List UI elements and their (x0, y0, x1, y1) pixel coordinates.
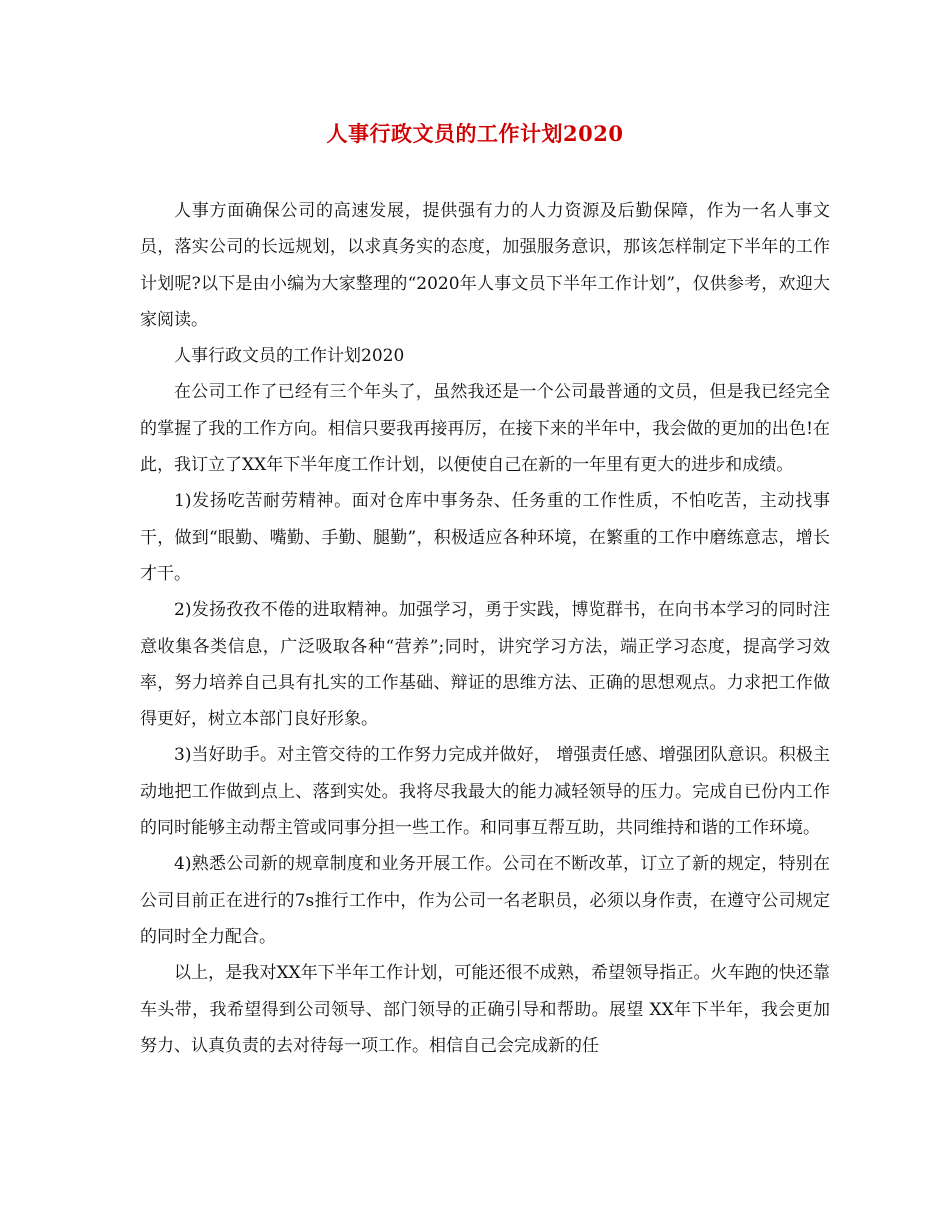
plan-item-3: 3)当好助手。对主管交待的工作努力完成并做好， 增强责任感、增强团队意识。积极主动地把工作做到点上、落到实处。我将尽我最大的能力减轻领导的压力。完成自已份内工作的同时能够主动帮主管或同事分担一些工作。和同事互帮互助，共同维持和谐的工作环境。 (140, 745, 830, 839)
section-heading: 人事行政文员的工作计划2020 (174, 346, 405, 367)
document-title: 人事行政文员的工作计划2020 (326, 121, 624, 146)
plan-item-4: 4)熟悉公司新的规章制度和业务开展工作。公司在不断改革，订立了新的规定，特别在公司目前正在进行的7s推行工作中，作为公司一名老职员，必须以身作责，在遵守公司规定的同时全力配合。 (140, 854, 830, 947)
plan-item-1: 1)发扬吃苦耐劳精神。面对仓库中事务杂、任务重的工作性质，不怕吃苦，主动找事干，做到“眼勤、嘴勤、手勤、腿勤”，积极适应各种环境，在繁重的工作中磨练意志，增长才干。 (140, 491, 830, 584)
intro-paragraph: 人事方面确保公司的高速发展，提供强有力的人力资源及后勤保障，作为一名人事文员，落实公司的长远规划，以求真务实的态度，加强服务意识，那该怎样制定下半年的工作计划呢?以下是由小编为大家整理的“2020年人事文员下半年工作计划”，仅供参考，欢迎大家阅读。 (140, 201, 830, 330)
closing-paragraph: 以上，是我对XX年下半年工作计划，可能还很不成熟，希望领导指正。火车跑的快还靠车头带，我希望得到公司领导、部门领导的正确引导和帮助。展望 XX年下半年，我会更加努力、认真负责的去对待每一项工作。相信自己会完成新的任 (140, 963, 830, 1056)
opening-paragraph: 在公司工作了已经有三个年头了，虽然我还是一个公司最普通的文员，但是我已经完全的掌握了我的工作方向。相信只要我再接再厉，在接下来的半年中，我会做的更加的出色!在此，我订立了XX年下半年度工作计划，以便使自己在新的一年里有更大的进步和成绩。 (140, 382, 830, 476)
document-body (140, 193, 830, 1064)
plan-item-2: 2)发扬孜孜不倦的进取精神。加强学习，勇于实践，博览群书，在向书本学习的同时注意收集各类信息，广泛吸取各种“营养”;同时，讲究学习方法，端正学习态度，提高学习效率，努力培养自己具有扎实的工作基础、辩证的思维方法、正确的思想观点。力求把工作做得更好，树立本部门良好形象。 (140, 600, 830, 730)
